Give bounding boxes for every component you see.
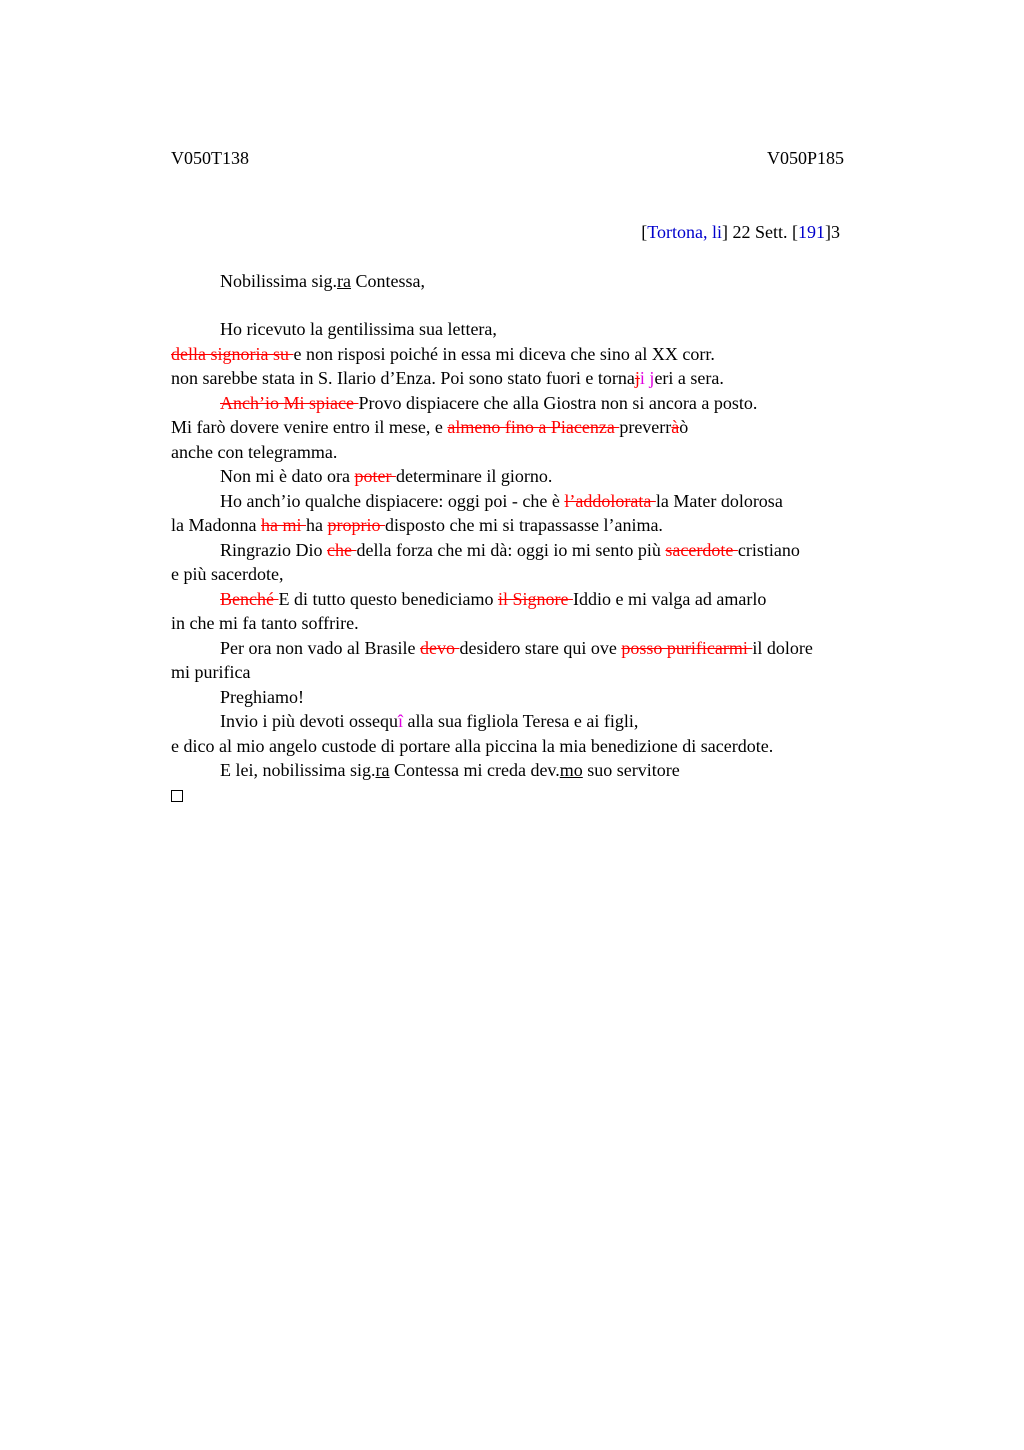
text: E di tutto questo benediciamo	[278, 588, 498, 609]
text-line-5	[171, 416, 931, 441]
text-line-12	[171, 588, 931, 613]
text: Provo dispiacere che alla Giostra non si ancora a posto.	[358, 392, 758, 413]
deletion: il Signore	[497, 588, 573, 609]
text-line-15	[171, 661, 931, 686]
letter-body	[171, 318, 931, 808]
insertion: i	[639, 368, 645, 388]
text: Mi farò dovere venire entro il mese, e	[171, 417, 448, 437]
reference-code-left: V050T138	[171, 148, 249, 168]
text-line-1	[171, 318, 931, 343]
text: Ho anch’io qualche dispiacere: oggi poi - che è	[220, 490, 565, 511]
salutation-end: Contessa,	[351, 271, 425, 291]
text: eri a sera.	[654, 368, 724, 388]
text: E lei, nobilissima sig.	[220, 760, 376, 780]
text: anche con telegramma.	[171, 441, 338, 462]
end-box-icon	[171, 790, 183, 802]
deletion: Anch’io Mi spiace	[220, 392, 359, 413]
abbrev-superscript: ra	[375, 760, 390, 780]
text: e non risposi poiché in essa mi diceva che sino al XX corr.	[293, 343, 715, 364]
text: in che mi fa tanto soffrire.	[171, 613, 359, 633]
text: preverr	[619, 417, 672, 437]
text: non sarebbe stata in S. Ilario d’Enza. Poi sono stato fuori e torna	[171, 368, 635, 388]
text-line-8	[171, 490, 931, 515]
date-text: ] 22 Sett. [	[722, 222, 798, 242]
text: Preghiamo!	[220, 686, 304, 707]
editorial-place: Tortona, li	[647, 222, 722, 242]
deletion: che	[326, 539, 357, 560]
bracket: [	[641, 222, 648, 242]
salutation-text: Nobilissima sig.	[220, 271, 338, 291]
text-line-4	[171, 392, 931, 417]
text: Ringrazio Dio	[220, 539, 327, 560]
deletion: l’addolorata	[564, 490, 656, 511]
date-end: ]3	[825, 222, 840, 242]
text: Per ora non vado al Brasile	[220, 637, 420, 658]
deletion: poter	[354, 466, 396, 486]
text: Non mi è dato ora	[220, 466, 355, 486]
reference-code-right: V050P185	[766, 148, 844, 168]
text: alla sua figliola Teresa e ai figli,	[403, 711, 639, 731]
end-marker-line	[171, 784, 931, 809]
text: il dolore	[752, 637, 813, 658]
text-line-2	[171, 343, 931, 368]
text: e più sacerdote,	[171, 564, 284, 584]
text-line-16	[171, 686, 931, 711]
insertion: î	[398, 711, 404, 731]
text: della forza che mi dà: oggi io mi sento più	[356, 539, 666, 560]
text: Contessa mi creda dev.	[389, 760, 560, 780]
text: ò	[679, 417, 689, 437]
text-line-6	[171, 441, 931, 466]
text-line-11	[171, 563, 931, 588]
salutation	[220, 270, 425, 292]
deletion: j	[634, 368, 640, 388]
text-line-18	[171, 735, 931, 760]
deletion: ha mi	[260, 515, 306, 535]
text: la Madonna	[171, 515, 261, 535]
text-line-14	[171, 637, 931, 662]
text: Iddio e mi valga ad amarlo	[572, 588, 767, 609]
text: Invio i più devoti ossequ	[220, 711, 398, 731]
text: disposto che mi si trapassasse l’anima.	[384, 515, 663, 535]
dateline	[641, 221, 840, 243]
deletion: della signoria su	[171, 343, 294, 364]
text: determinare il giorno.	[395, 466, 553, 486]
text-line-3	[171, 367, 931, 392]
deletion: sacerdote	[665, 539, 738, 560]
deletion: devo	[419, 637, 460, 658]
text: Ho ricevuto la gentilissima sua lettera,	[220, 319, 497, 339]
abbrev-superscript: mo	[559, 760, 583, 780]
insertion: j	[649, 368, 655, 388]
text: mi purifica	[171, 662, 251, 682]
deletion: posso purificarmi	[621, 637, 753, 658]
deletion: proprio	[327, 515, 385, 535]
text: cristiano	[737, 539, 800, 560]
text-line-13	[171, 612, 931, 637]
text: la Mater dolorosa	[655, 490, 783, 511]
text-line-7	[171, 465, 931, 490]
text-line-17	[171, 710, 931, 735]
deletion: Benché	[220, 588, 279, 609]
deletion: almeno fino a Piacenza	[447, 417, 620, 437]
editorial-year: 191	[798, 222, 825, 242]
text: ha	[305, 515, 328, 535]
text-line-19	[171, 759, 931, 784]
text: desidero stare qui ove	[459, 637, 622, 658]
deletion: à	[671, 417, 680, 437]
text: suo servitore	[582, 760, 680, 780]
text-line-9	[171, 514, 931, 539]
salutation-abbrev: ra	[337, 271, 351, 291]
text: e dico al mio angelo custode di portare alla piccina la mia benedizione di sacerdote.	[171, 735, 774, 756]
text-line-10	[171, 539, 931, 564]
